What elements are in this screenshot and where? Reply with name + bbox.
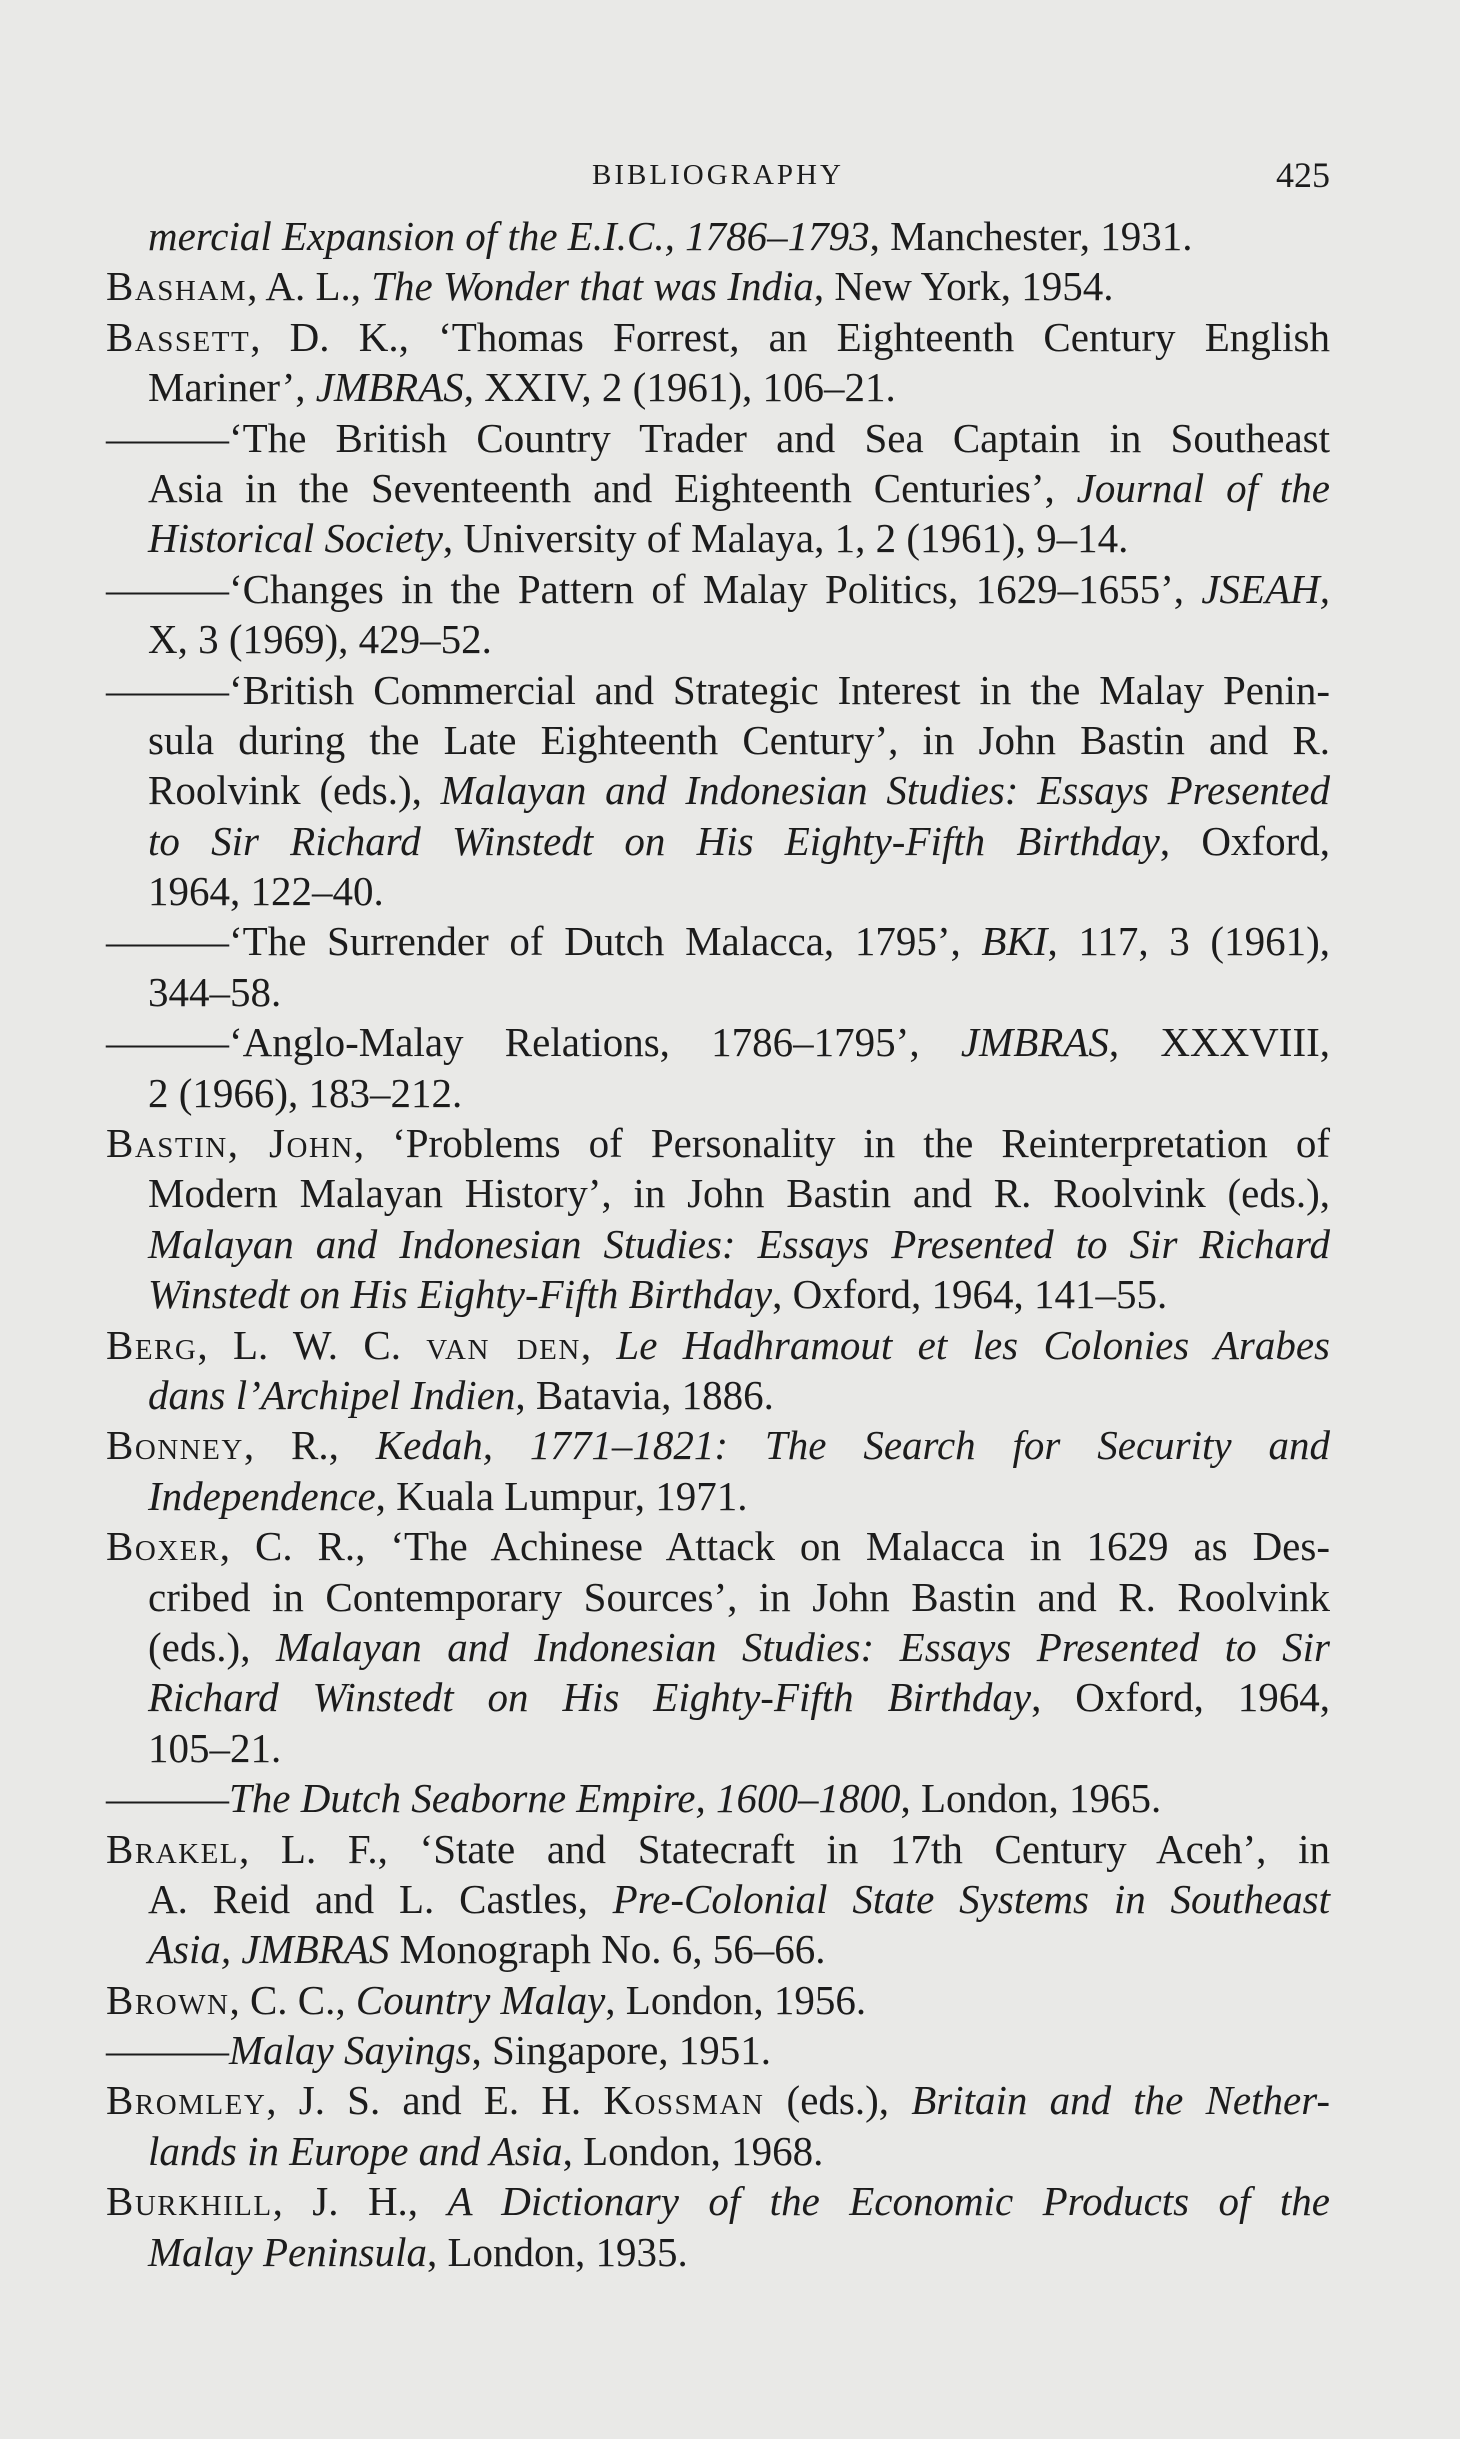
- italic-title: A Dictionary of the Economic Products of the: [447, 2178, 1330, 2225]
- running-title: BIBLIOGRAPHY: [592, 159, 844, 191]
- italic-title: lands in Europe and Asia: [148, 2127, 563, 2174]
- bibliography-line-continued: [148, 816, 1330, 866]
- citation-text: , R.,: [243, 1422, 376, 1469]
- italic-title: Britain and the Nether-: [911, 2077, 1331, 2124]
- citation-text: Mariner’,: [148, 364, 316, 411]
- italic-title: Malay Peninsula: [148, 2228, 427, 2275]
- bibliography-line-continued: [148, 211, 1330, 261]
- author-name: Brown: [106, 1976, 230, 2023]
- bibliography-line-continued: [148, 1471, 1330, 1521]
- italic-title: Pre-Colonial State Systems in Southeast: [612, 1875, 1330, 1922]
- citation-text: 1964, 122–40.: [148, 868, 384, 915]
- bibliography-line-continued: [148, 765, 1330, 815]
- bibliography-line-continued: [148, 362, 1330, 412]
- bibliography-line: [106, 1320, 1330, 1370]
- italic-title: Independence: [148, 1472, 376, 1519]
- author-name: Berg: [106, 1321, 198, 1368]
- bibliography-line-continued: [148, 463, 1330, 513]
- citation-text: Roolvink (eds.),: [148, 767, 441, 814]
- italic-title: Kedah, 1771–1821: The Search for Security and: [375, 1422, 1330, 1469]
- bibliography-line: [106, 2025, 1330, 2075]
- bibliography-line: [106, 413, 1330, 463]
- author-name: Bastin, John: [106, 1120, 354, 1167]
- italic-title: to Sir Richard Winstedt on His Eighty-Fifth Birthday: [148, 817, 1160, 864]
- citation-text: 105–21.: [148, 1724, 282, 1771]
- author-name: Boxer: [106, 1523, 220, 1570]
- italic-title: Malayan and Indonesian Studies: Essays Presented: [440, 767, 1330, 814]
- author-name: Bonney: [106, 1422, 244, 1469]
- bibliography-text: [106, 211, 1330, 2277]
- bibliography-line-continued: [148, 2126, 1330, 2176]
- citation-text: , London, 1956.: [605, 1976, 867, 2023]
- citation-text: (eds.),: [148, 1623, 276, 1670]
- citation-text: X, 3 (1969), 429–52.: [148, 616, 492, 663]
- page-header: [106, 150, 1330, 200]
- citation-text: ,: [580, 1321, 617, 1368]
- bibliography-line-continued: [148, 1168, 1330, 1218]
- bibliography-line: [106, 261, 1330, 311]
- citation-text: , C. R., ‘The Achinese Attack on Malacca in 1629 as Des-: [219, 1523, 1330, 1570]
- bibliography-line: [106, 1017, 1330, 1067]
- author-name: Burkhill: [106, 2178, 273, 2225]
- italic-title: Asia, JMBRAS: [148, 1926, 390, 1973]
- bibliography-line-continued: [148, 1219, 1330, 1269]
- citation-text: 344–58.: [148, 968, 282, 1015]
- author-name: van den: [426, 1321, 581, 1368]
- citation-text: , XXXVIII,: [1108, 1019, 1330, 1066]
- citation-text: ———‘The British Country Trader and Sea Captain in Southeast: [106, 414, 1330, 461]
- italic-title: Malayan and Indonesian Studies: Essays Presented to Sir: [276, 1623, 1330, 1670]
- citation-text: , Oxford,: [1159, 817, 1330, 864]
- author-name: Basham: [106, 263, 248, 310]
- bibliography-line-continued: [148, 1723, 1330, 1773]
- italic-title: Malayan and Indonesian Studies: Essays Presented to Sir Richard: [148, 1220, 1330, 1267]
- bibliography-line-continued: [148, 1672, 1330, 1722]
- author-name: Kossman: [603, 2077, 765, 2124]
- italic-title: JMBRAS: [315, 364, 464, 411]
- citation-text: , L. W. C.: [197, 1321, 427, 1368]
- bibliography-line: [106, 1420, 1330, 1470]
- bibliography-line: [106, 1773, 1330, 1823]
- bibliography-line-continued: [148, 2227, 1330, 2277]
- author-name: Brakel: [106, 1825, 240, 1872]
- citation-text: , Kuala Lumpur, 1971.: [375, 1472, 748, 1519]
- citation-text: , London, 1968.: [562, 2127, 824, 2174]
- citation-text: , C. C.,: [229, 1976, 356, 2023]
- italic-title: mercial Expansion of the E.I.C., 1786–1793: [148, 213, 870, 259]
- citation-text: , A. L.,: [247, 263, 372, 310]
- citation-text: , New York, 1954.: [813, 263, 1114, 310]
- page-number: 425: [1276, 155, 1330, 195]
- citation-text: ———‘British Commercial and Strategic Interest in the Malay Penin-: [106, 666, 1330, 713]
- bibliography-line: [106, 1975, 1330, 2025]
- bibliography-line-continued: [148, 1874, 1330, 1924]
- bibliography-line: [106, 1824, 1330, 1874]
- italic-title: Journal of the: [1076, 464, 1330, 511]
- bibliography-line: [106, 916, 1330, 966]
- citation-text: , London, 1935.: [426, 2228, 688, 2275]
- bibliography-line-continued: [148, 614, 1330, 664]
- citation-text: , Manchester, 1931.: [869, 213, 1193, 259]
- italic-title: Richard Winstedt on His Eighty-Fifth Birthday: [148, 1674, 1032, 1721]
- author-name: Bromley: [106, 2077, 267, 2124]
- italic-title: dans l’Archipel Indien: [148, 1371, 516, 1418]
- citation-text: , Batavia, 1886.: [515, 1371, 774, 1418]
- citation-text: , XXIV, 2 (1961), 106–21.: [463, 364, 896, 411]
- citation-text: (eds.),: [764, 2077, 912, 2124]
- citation-text: , J. S. and E. H.: [266, 2077, 604, 2124]
- italic-title: Winstedt on His Eighty-Fifth Birthday: [148, 1271, 773, 1318]
- bibliography-line-continued: [148, 715, 1330, 765]
- citation-text: 2 (1966), 183–212.: [148, 1069, 463, 1116]
- bibliography-line-continued: [148, 1370, 1330, 1420]
- bibliography-line: [106, 2075, 1330, 2125]
- citation-text: , L. F., ‘State and Statecraft in 17th Century Aceh’, in: [239, 1825, 1330, 1872]
- italic-title: The Dutch Seaborne Empire, 1600–1800: [229, 1775, 901, 1822]
- citation-text: , Oxford, 1964,: [1031, 1674, 1331, 1721]
- italic-title: BKI: [981, 918, 1048, 965]
- citation-text: sula during the Late Eighteenth Century’, in John Bastin and R.: [148, 716, 1330, 763]
- citation-text: cribed in Contemporary Sources’, in John Bastin and R. Roolvink: [148, 1573, 1330, 1620]
- bibliography-line-continued: [148, 967, 1330, 1017]
- bibliography-line-continued: [148, 1924, 1330, 1974]
- bibliography-line-continued: [148, 1572, 1330, 1622]
- bibliography-line: [106, 564, 1330, 614]
- citation-text: , 117, 3 (1961),: [1047, 918, 1330, 965]
- author-name: Bassett: [106, 313, 251, 360]
- bibliography-line: [106, 312, 1330, 362]
- italic-title: Le Hadhramout et les Colonies Arabes: [616, 1321, 1330, 1368]
- citation-text: ———: [106, 2027, 229, 2074]
- citation-text: , Singapore, 1951.: [471, 2027, 772, 2074]
- citation-text: Monograph No. 6, 56–66.: [389, 1926, 826, 1973]
- citation-text: ———‘Anglo-Malay Relations, 1786–1795’,: [106, 1019, 961, 1066]
- italic-title: Country Malay: [355, 1976, 606, 2023]
- citation-text: , J. H.,: [272, 2178, 448, 2225]
- citation-text: , University of Malaya, 1, 2 (1961), 9–14.: [442, 515, 1129, 562]
- citation-text: ———‘The Surrender of Dutch Malacca, 1795’,: [106, 918, 982, 965]
- bibliography-line: [106, 2176, 1330, 2226]
- italic-title: JMBRAS: [960, 1019, 1109, 1066]
- citation-text: ———‘Changes in the Pattern of Malay Politics, 1629–1655’,: [106, 565, 1202, 612]
- bibliography-line-continued: [148, 513, 1330, 563]
- italic-title: Historical Society: [148, 515, 443, 562]
- bibliography-line: [106, 665, 1330, 715]
- bibliography-line-continued: [148, 1622, 1330, 1672]
- citation-text: , Oxford, 1964, 141–55.: [772, 1271, 1168, 1318]
- citation-text: , D. K., ‘Thomas Forrest, an Eighteenth Century English: [250, 313, 1330, 360]
- italic-title: Malay Sayings: [229, 2027, 472, 2074]
- citation-text: A. Reid and L. Castles,: [148, 1875, 613, 1922]
- bibliography-line-continued: [148, 866, 1330, 916]
- bibliography-line: [106, 1118, 1330, 1168]
- citation-text: , London, 1965.: [900, 1775, 1162, 1822]
- citation-text: ———: [106, 1775, 229, 1822]
- bibliography-line-continued: [148, 1068, 1330, 1118]
- bibliography-line-continued: [148, 1269, 1330, 1319]
- citation-text: Asia in the Seventeenth and Eighteenth Centuries’,: [148, 464, 1077, 511]
- italic-title: JSEAH,: [1201, 565, 1330, 612]
- citation-text: , ‘Problems of Personality in the Reinterpretation of: [353, 1120, 1330, 1167]
- italic-title: The Wonder that was India: [371, 263, 814, 310]
- bibliography-line: [106, 1521, 1330, 1571]
- citation-text: Modern Malayan History’, in John Bastin and R. Roolvink (eds.),: [148, 1170, 1330, 1217]
